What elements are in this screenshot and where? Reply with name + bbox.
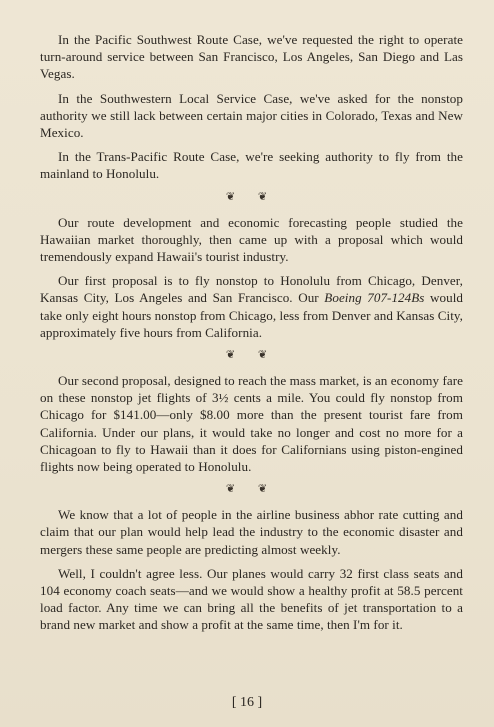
- section-ornament: ❦ ❦: [225, 349, 278, 362]
- body-text: [40, 31, 463, 641]
- paragraph-route-development: Our route development and economic forecasting people studied the Hawaiian market thoroughly, then came up with a proposal which would tremendously expand Hawaii's tourist industry.: [40, 214, 463, 265]
- paragraph-first-proposal: [40, 272, 463, 341]
- paragraph-trans-pacific: In the Trans-Pacific Route Case, we're seeking authority to fly from the mainland to Honolulu.: [40, 149, 463, 182]
- section-ornament: ❦ ❦: [225, 190, 278, 203]
- paragraph-southwestern-local: In the Southwestern Local Service Case, we've asked for the nonstop authority we still lack between certain major cities in Colorado, Texas and New Mexico.: [40, 90, 463, 141]
- section-ornament: ❦ ❦: [225, 483, 278, 496]
- first-proposal-text-b: would take only eight hours nonstop from Chicago, less from Denver and Kansas City, approximately five hours from California.: [40, 290, 464, 340]
- first-proposal-text-a: Our first proposal is to fly nonstop to Honolulu from Chicago, Denver, Kansas City, Los Angeles and San Francisco. Our: [40, 273, 463, 306]
- paragraph-pacific-southwest: In the Pacific Southwest Route Case, we've requested the right to operate turn-around service between San Francisco, Los Angeles, San Diego and Las Vegas.: [40, 32, 463, 82]
- paragraph-disagree: Well, I couldn't agree less. Our planes would carry 32 first class seats and 104 economy coach seats—and we would show a healthy profit at 58.5 percent load factor. Any time we can bring all the benefits of jet transportation to a brand new market and show a profit at the same time, then I'm for it.: [40, 565, 463, 633]
- paragraph-rate-cutting: We know that a lot of people in the airline business abhor rate cutting and claim that our plan would help lead the industry to the economic disaster and mergers these same people are predicting almost weekly.: [40, 507, 463, 557]
- page-number: [ 16 ]: [231, 695, 263, 710]
- aircraft-model: Boeing 707-124Bs: [324, 290, 425, 306]
- paragraph-second-proposal: Our second proposal, designed to reach the mass market, is an economy fare on these nonstop jet flights of 3½ cents a mile. You could fly nonstop from Chicago for $141.00—only $8.00 more than the present tourist fare from California. Under our plans, it would take no longer and cost no more for a Chicagoan to fly to Hawaii than it does for Californians using piston-engined flights now being operated to Honolulu.: [40, 373, 463, 475]
